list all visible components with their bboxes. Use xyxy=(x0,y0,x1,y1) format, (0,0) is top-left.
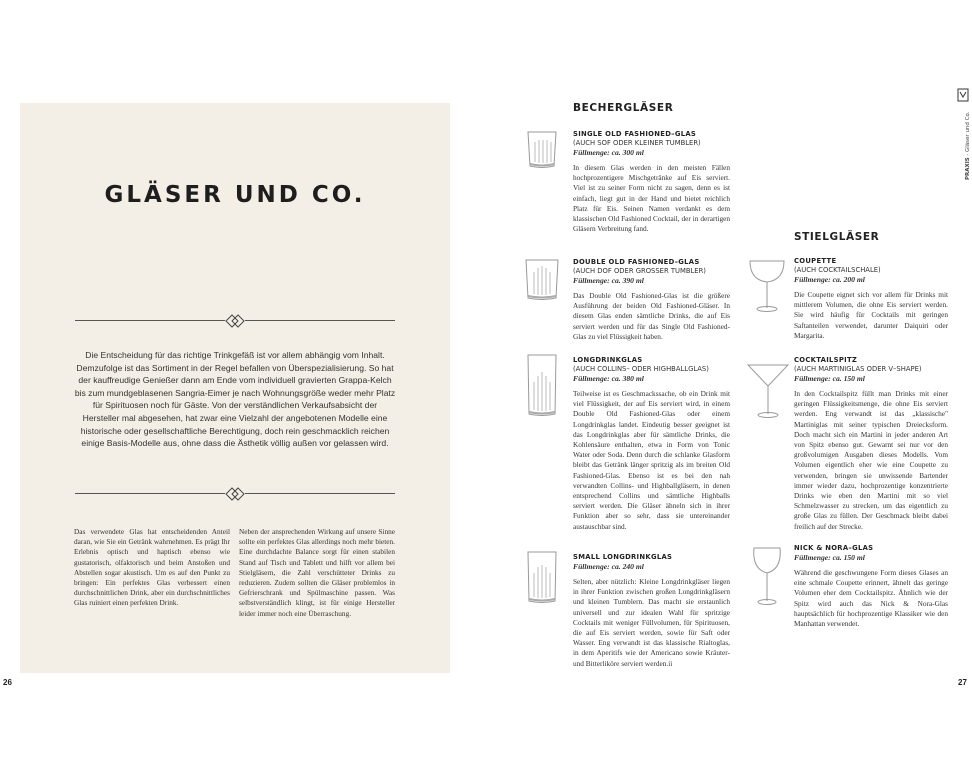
glass-volume: Füllmenge: ca. 380 ml xyxy=(573,374,644,383)
glass-volume: Füllmenge: ca. 150 ml xyxy=(794,553,865,562)
body-column-2: Neben der ansprechenden Wirkung auf unsere Sinne sollte ein perfektes Glas allerdings noch mehr bieten. Eine durchdachte Balance sorgt für einen stabilen Stand auf Tisch und Tablett und hilft vor allem bei Stielgläsern, die Zahl verschütteter Drinks zu reduzieren. Zudem sollten die Gläser problemlos in Gefrierschrank und Spülmaschine passen. Was selbstverständlich klingt, ist für einige Hersteller leider immer noch eine Überraschung. xyxy=(239,527,395,618)
coupette-glass-icon xyxy=(747,258,787,314)
glass-alias: (AUCH DOF ODER GROSSER TUMBLER) xyxy=(573,267,706,275)
running-head-chapter: · Gläser und Co. xyxy=(965,111,971,158)
glass-description: Selten, aber nützlich: Kleine Longdrinkgläser liegen in ihrer Funktion zwischen großen Longdrinkgläsern und kleinen Tumblern. Das macht sie erstaunlich universell und zur idealen Wahl für spritzige Cocktails mit weniger Füllvolumen, für Spirituosen, die auf Eis serviert werden, sowie für Saft oder Wasser. Eng verwandt ist das klassische Rialtoglas, in dem Aperitifs wie der Americano sowie Kräuter- und Bitterliköre serviert werden.ii xyxy=(573,577,730,668)
glass-alias: (AUCH MARTINIGLAS ODER V–SHAPE) xyxy=(794,365,922,373)
longdrink-glass-icon xyxy=(525,352,559,418)
glass-description: Teilweise ist es Geschmackssache, ob ein Drink mit viel Flüssigkeit, der auf Eis serviert wird, in einem Double Old Fashioned-Glas oder einem Longdrinkglas landet. Eindeutig besser geeignet ist das Longdrinkglas aber für sämtliche Drinks, die Kohlensäure enthalten, etwa in Form von Tonic Water oder Soda. Denn durch die schlanke Glasform bleibt das Getränk länger spritzig als im breiten Old Fashioned-Glas. Ebenso ist es bei den nah verwandten Collins- und Highballgläsern, in denen entsprechend Collins und sämtliche Highballs serviert werden. Die Gläser ähneln sich in ihrer Funktion aber so sehr, dass sie untereinander austauschbar sind. xyxy=(573,389,730,531)
book-section-icon xyxy=(957,88,969,102)
glass-alias: (AUCH COLLINS– ODER HIGHBALLGLAS) xyxy=(573,365,709,373)
small-longdrink-glass-icon xyxy=(525,549,559,605)
ornament-divider-bottom xyxy=(75,486,395,502)
page-number-left: 26 xyxy=(3,678,12,687)
glass-volume: Füllmenge: ca. 150 ml xyxy=(794,374,865,383)
glass-entry-coupette xyxy=(794,257,948,341)
running-head xyxy=(956,108,971,188)
glass-description: In diesem Glas werden in den meisten Fällen hochprozentigere Mischgetränke auf Eis serviert. Viel ist zu seiner Form nicht zu sagen, denn es ist einfach, liegt gut in der Hand und bietet reichlich Platz für Eis. Seinen Namen verdankt es dem klassischen Old Fashioned Cocktail, der in derartigen Gläsern Verbreitung fand. xyxy=(573,163,730,234)
intro-text: Die Entscheidung für das richtige Trinkgefäß ist vor allem abhängig vom Inhalt. Demzufolge ist das Sortiment in der Regel befallen von Überspezialisierung. So hat der kauffreudige Genießer dann am Ende vom individuell gravierten Grappa-Kelch bis zum mundgeblasenen Sangria-Eimer je nach Wohnungsgröße weder mehr Platz für Spirituosen noch für Gäste. Von der verständlichen Verkaufsabsicht der Hersteller mal abgesehen, hat zwar eine Vielzahl der angebotenen Modelle eine historische oder gesellschaftliche Berechtigung, doch rein geschmacklich reichen einige Basis-Modelle aus, ohne dass die Ästhetik völlig außen vor gelassen wird. xyxy=(74,350,396,449)
glass-entry-single-old-fashioned xyxy=(573,130,730,234)
glass-entry-longdrink xyxy=(573,356,730,532)
glass-description: In den Cocktailspitz füllt man Drinks mit einer geringen Flüssigkeitsmenge, die ohne Eis serviert werden. Eng verwandt ist das „klassische" Martiniglas mit seiner typischen Dreiecksform. Doch macht sich ein Martini in jeder anderen Art von Spitz ebenso gut. Gewarnt sei nur vor den großvolumigen Ausgaben dieses Modells. Vom Volumen eigentlich eher wie eine Coupette zu verwenden, bringen sie unwissende Bartender immer wieder dazu, hochprozentige konzentrierte Drinks wie eben den Martini mit so viel Schmelzwasser zu strecken, um das eigentlich zu große Glas zu füllen. Der Geschmack bleibt dabei freilich auf der Strecke. xyxy=(794,389,948,531)
glass-description: Das Double Old Fashioned-Glas ist die größere Ausführung der beiden Old Fashioned-Gläser. In diesem Glas enden sämtliche Drinks, die auf Eis serviert werden und für das Single Old Fashioned-Glas zu viel Flüssigkeit haben. xyxy=(573,291,730,341)
glass-entry-double-old-fashioned xyxy=(573,258,730,342)
glass-name: DOUBLE OLD FASHIONED–GLAS xyxy=(573,258,700,266)
page-title: GLÄSER UND CO. xyxy=(104,182,366,208)
glass-entry-cocktailspitz xyxy=(794,356,948,532)
glass-name: LONGDRINKGLAS xyxy=(573,356,643,364)
page-number-right: 27 xyxy=(958,678,967,687)
cocktailspitz-glass-icon xyxy=(746,362,790,420)
glass-name: SMALL LONGDRINKGLAS xyxy=(573,553,673,561)
glass-name: SINGLE OLD FASHIONED–GLAS xyxy=(573,130,697,138)
glass-description: Die Coupette eignet sich vor allem für Drinks mit mittlerem Volumen, die ohne Eis serviert werden. Sie wird häufig für Cocktails mit geringen Saftanteilen verwendet, darunter Daiquiri oder Margarita. xyxy=(794,290,948,340)
glass-alias: (AUCH COCKTAILSCHALE) xyxy=(794,266,881,274)
glass-entry-nick-and-nora xyxy=(794,544,948,629)
ornament-icon xyxy=(225,313,245,329)
running-head-section: PRAXIS xyxy=(965,157,971,180)
section-heading-becherglaeser: BECHERGLÄSER xyxy=(573,102,674,114)
glass-volume: Füllmenge: ca. 390 ml xyxy=(573,276,644,285)
glass-name: COCKTAILSPITZ xyxy=(794,356,858,364)
nick-and-nora-glass-icon xyxy=(749,545,785,607)
glass-volume: Füllmenge: ca. 300 ml xyxy=(573,148,644,157)
body-column-1: Das verwendete Glas hat entscheidenden Anteil daran, wie Sie ein Getränk wahrnehmen. Es prägt Ihr Erlebnis optisch und haptisch ebenso wie gustatorisch, olfaktorisch und beim Anstoßen und Abstellen sogar akustisch. Um es auf den Punkt zu bringen: Ein perfektes Glas verbessert einen durchschnittlichen Drink, aber ein durchschnittliches Glas ruiniert einen perfekten Drink. xyxy=(74,527,230,608)
glass-name: COUPETTE xyxy=(794,257,837,265)
double-old-fashioned-glass-icon xyxy=(523,256,561,302)
glass-description: Während die geschwungene Form dieses Glases an eine schmale Coupette erinnert, ähnelt das geringe Volumen eher dem Cocktailspitz. Ähnlich wie der Spitz wird auch das Nick & Nora-Glas hauptsächlich für hochprozentige Klassiker wie den Manhattan verwendet. xyxy=(794,568,948,629)
glass-alias: (AUCH SOF ODER KLEINER TUMBLER) xyxy=(573,139,701,147)
glass-volume: Füllmenge: ca. 200 ml xyxy=(794,275,865,284)
ornament-icon xyxy=(225,486,245,502)
glass-entry-small-longdrink xyxy=(573,553,730,669)
ornament-divider-top xyxy=(75,313,395,329)
glass-volume: Füllmenge: ca. 240 ml xyxy=(573,562,644,571)
single-old-fashioned-glass-icon xyxy=(525,128,559,170)
glass-name: NICK & NORA–GLAS xyxy=(794,544,874,552)
section-heading-stielglaeser: STIELGLÄSER xyxy=(794,231,880,243)
